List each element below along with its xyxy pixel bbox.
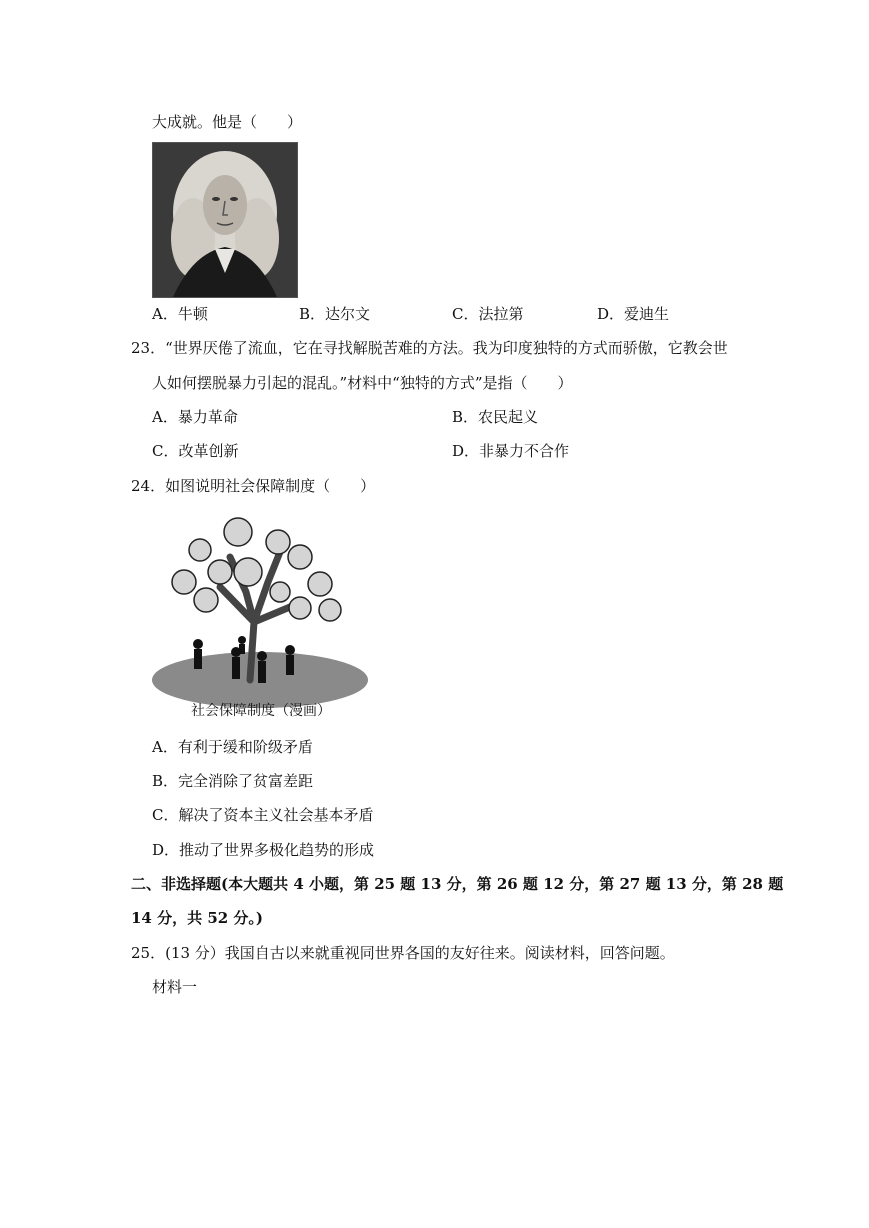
portrait-photo	[152, 142, 298, 298]
section2-heading-line2: 14 分，共 52 分。)	[131, 909, 264, 927]
q23-stem-line2: 人如何摆脱暴力引起的混乱。”材料中“独特的方式”是指（ ）	[152, 374, 573, 392]
q22-option-c: C．法拉第	[452, 305, 524, 323]
section2-heading-line1: 二、非选择题(本大题共 4 小题，第 25 题 13 分，第 26 题 12 分，第 27 题 13 分，第 28 题	[131, 875, 784, 893]
q22-option-b: B．达尔文	[299, 305, 371, 323]
q22-option-d: D．爱迪生	[597, 305, 670, 323]
social-security-cartoon	[150, 512, 372, 724]
q25-material1-label: 材料一	[152, 978, 198, 996]
q24-stem: 24．如图说明社会保障制度（ ）	[131, 477, 376, 495]
q24-option-a: A．有利于缓和阶级矛盾	[152, 738, 313, 756]
q23-option-c: C．改革创新	[152, 442, 239, 460]
q22-stem-tail: 大成就。他是（ ）	[152, 113, 303, 131]
q23-option-d: D．非暴力不合作	[452, 442, 570, 460]
q25-stem: 25．(13 分）我国自古以来就重视同世界各国的友好往来。阅读材料，回答问题。	[131, 944, 675, 962]
q23-stem-line1: 23．“世界厌倦了流血，它在寻找解脱苦难的方法。我为印度独特的方式而骄傲，它教会世	[131, 339, 728, 357]
q22-option-a: A．牛顿	[152, 305, 208, 323]
q23-option-a: A．暴力革命	[152, 408, 238, 426]
q24-option-c: C．解决了资本主义社会基本矛盾	[152, 806, 374, 824]
q24-option-d: D．推动了世界多极化趋势的形成	[152, 841, 375, 859]
q24-option-b: B．完全消除了贫富差距	[152, 772, 314, 790]
q23-option-b: B．农民起义	[452, 408, 539, 426]
cartoon-caption: 社会保障制度（漫画）	[191, 703, 331, 719]
